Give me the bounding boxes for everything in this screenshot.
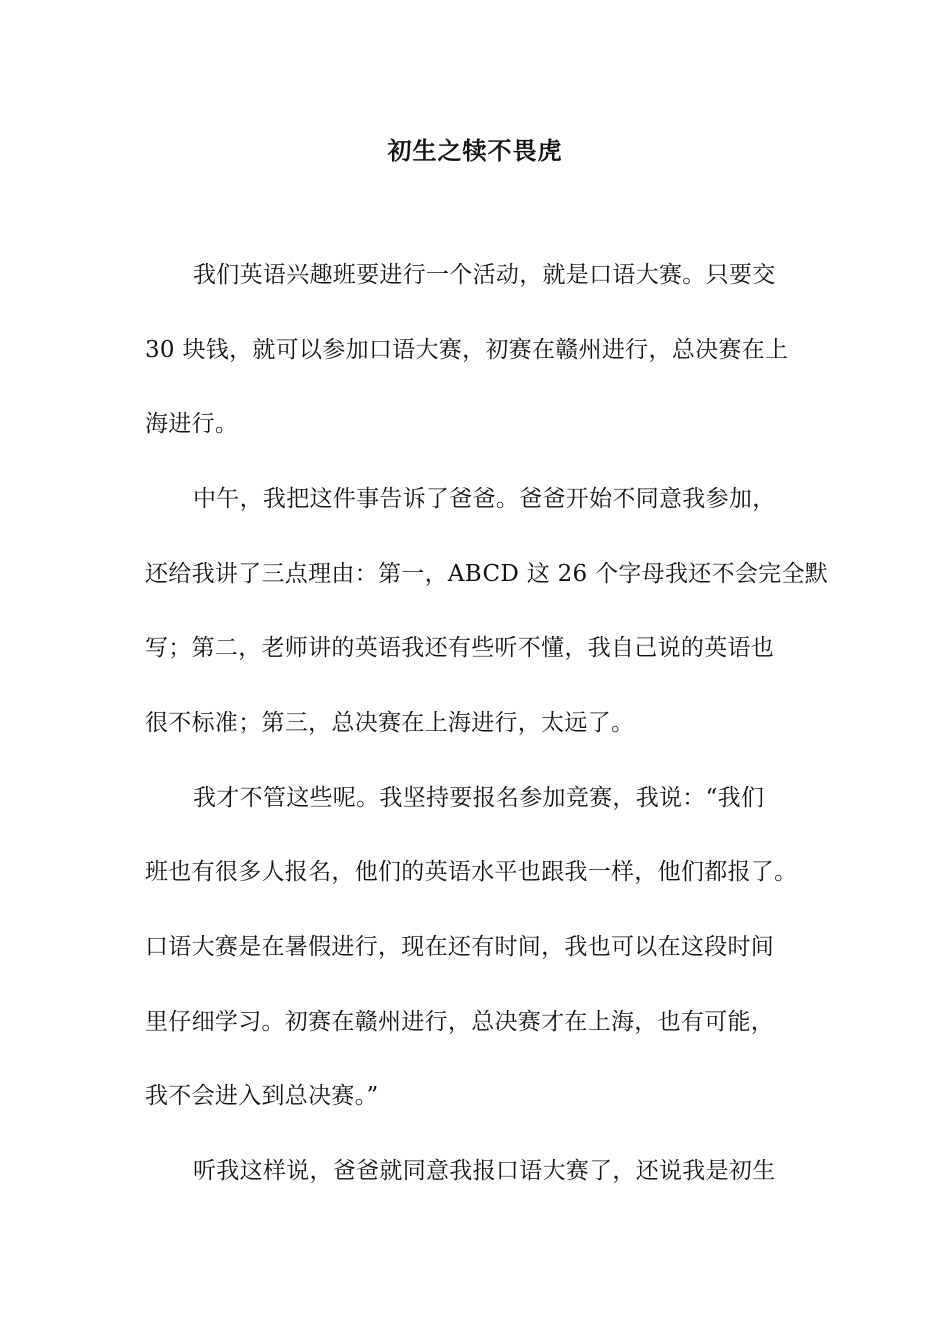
paragraph-3-line-1: 我才不管这些呢。我坚持要报名参加竞赛，我说：“我们 [193, 785, 765, 811]
document-title: 初生之犊不畏虎 [387, 136, 563, 165]
paragraph-2-line-3: 写；第二，老师讲的英语我还有些听不懂，我自己说的英语也 [145, 635, 775, 661]
paragraph-2-line-1: 中午，我把这件事告诉了爸爸。爸爸开始不同意我参加， [193, 486, 776, 512]
paragraph-1-line-1: 我们英语兴趣班要进行一个活动，就是口语大赛。只要交 [193, 262, 776, 288]
paragraph-4-line-1: 听我这样说，爸爸就同意我报口语大赛了，还说我是初生 [193, 1158, 776, 1184]
paragraph-3-line-2: 班也有很多人报名，他们的英语水平也跟我一样，他们都报了。 [145, 859, 798, 885]
paragraph-3-line-4: 里仔细学习。初赛在赣州进行，总决赛才在上海，也有可能， [145, 1009, 775, 1035]
paragraph-2-line-2: 还给我讲了三点理由：第一，ABCD 这 26 个字母我还不会完全默 [145, 561, 829, 587]
paragraph-1-line-3: 海进行。 [145, 411, 239, 437]
paragraph-3-line-3: 口语大赛是在暑假进行，现在还有时间，我也可以在这段时间 [145, 934, 775, 960]
paragraph-1-line-2: 30 块钱，就可以参加口语大赛，初赛在赣州进行，总决赛在上 [145, 337, 789, 363]
paragraph-2-line-4: 很不标准；第三，总决赛在上海进行，太远了。 [145, 710, 635, 736]
paragraph-3-line-5: 我不会进入到总决赛。” [145, 1083, 379, 1109]
